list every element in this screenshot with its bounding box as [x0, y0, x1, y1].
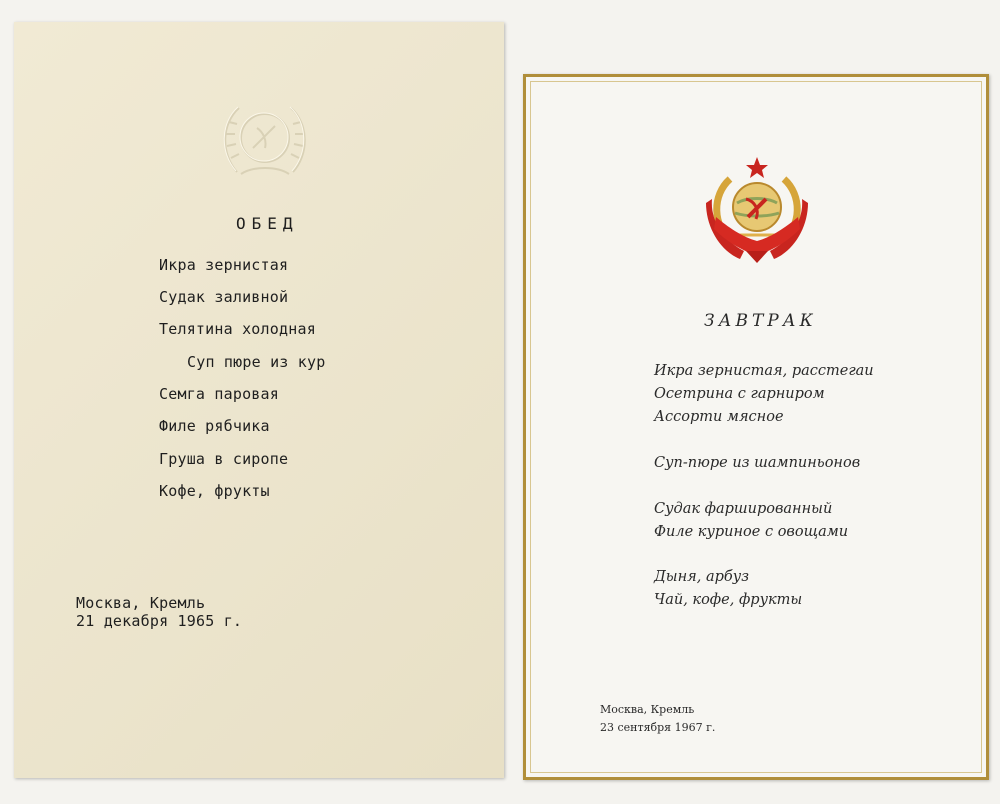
dish-item: Кофе, фрукты [159, 482, 270, 500]
dish-item: Дыня, арбуз [654, 569, 750, 585]
dish-item: Филе куриное с овощами [654, 524, 849, 540]
breakfast-title: ЗАВТРАК [704, 311, 817, 331]
dish-item: Телятина холодная [159, 320, 316, 338]
menu-card-breakfast [523, 74, 989, 780]
dish-item: Филе рябчика [159, 417, 270, 435]
dish-item: Груша в сиропе [159, 450, 289, 468]
breakfast-date: 23 сентября 1967 г. [600, 721, 716, 734]
dish-item: Судак заливной [159, 288, 289, 306]
dish-item: Чай, кофе, фрукты [654, 592, 803, 608]
dish-item: Ассорти мясное [654, 409, 784, 425]
menu-card-lunch [14, 22, 504, 778]
lunch-place: Москва, Кремль [76, 594, 206, 612]
dish-item: Икра зернистая [159, 256, 289, 274]
lunch-title: ОБЕД [236, 214, 299, 233]
dish-item: Суп пюре из кур [187, 353, 326, 371]
breakfast-place: Москва, Кремль [600, 703, 695, 716]
dish-item: Икра зернистая, расстегаи [654, 363, 874, 379]
dish-item: Суп-пюре из шампиньонов [654, 455, 861, 471]
state-emblem-embossed [217, 94, 313, 186]
dish-item: Осетрина с гарниром [654, 386, 825, 402]
lunch-date: 21 декабря 1965 г. [76, 612, 243, 630]
dish-item: Судак фаршированный [654, 501, 833, 517]
dish-item: Семга паровая [159, 385, 279, 403]
state-emblem-color [702, 155, 812, 267]
